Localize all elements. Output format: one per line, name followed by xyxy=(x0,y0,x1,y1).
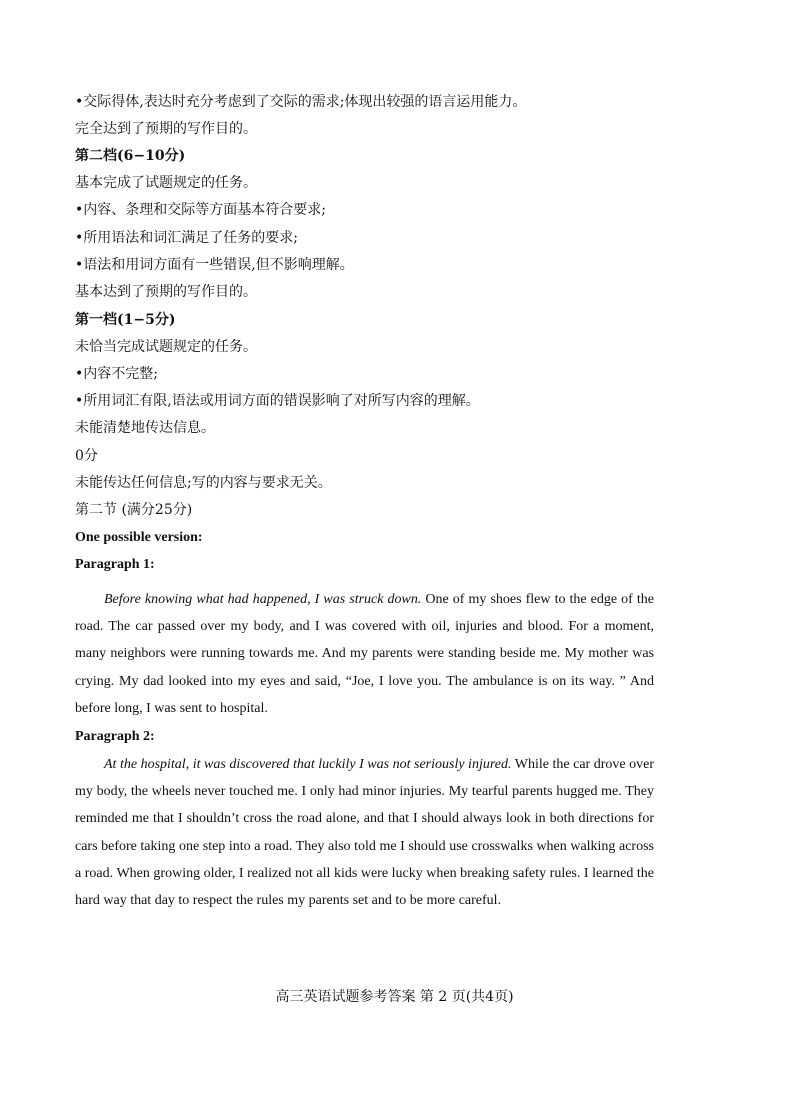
page-footer: 高三英语试题参考答案 第 2 页(共4页) xyxy=(275,989,514,1005)
criterion-line: 完全达到了预期的写作目的。 xyxy=(75,121,257,137)
paragraph-heading: Paragraph 1: xyxy=(75,557,155,572)
paragraph-2 xyxy=(75,751,654,914)
criterion-line: 未能传达任何信息;写的内容与要求无关。 xyxy=(75,475,332,491)
criterion-line: •交际得体,表达时充分考虑到了交际的需求;体现出较强的语言运用能力。 xyxy=(75,94,527,110)
criterion-line: 基本完成了试题规定的任务。 xyxy=(75,175,257,191)
criterion-line: •语法和用词方面有一些错误,但不影响理解。 xyxy=(75,257,354,273)
criterion-line: •所用词汇有限,语法或用词方面的错误影响了对所写内容的理解。 xyxy=(75,393,480,409)
paragraph-2-lead: At the hospital, it was discovered that luckily I was not seriously injured. xyxy=(104,757,512,772)
grade-heading: 第二档(6−10分) xyxy=(75,148,186,164)
paragraph-2-body: While the car drove over my body, the wheels never touched me. I only had minor injuries. My tearful parents hugged me. They reminded me that I shouldn’t cross the road alone, and that I should always look in both directions for cars before taking one step into a road. They also told me I should use crosswalks when walking across a road. When growing older, I realized not all kids were lucky when breaking safety rules. I learned the hard way that day to respect the rules my parents set and to be more careful. xyxy=(75,757,654,909)
criterion-line: •所用语法和词汇满足了任务的要求; xyxy=(75,230,298,246)
criterion-line: 未能清楚地传达信息。 xyxy=(75,420,215,436)
paragraph-heading: Paragraph 2: xyxy=(75,729,155,744)
section-heading: 第二节 (满分25分) xyxy=(75,502,193,518)
paragraph-1 xyxy=(75,586,654,722)
version-heading: One possible version: xyxy=(75,530,203,545)
grade-heading: 0分 xyxy=(75,448,98,464)
paragraph-1-body: One of my shoes flew to the edge of the road. The car passed over my body, and I was covered with oil, injuries and blood. For a moment, many neighbors were running towards me. And my parents were standing beside me. My mother was crying. My dad looked into my eyes and said, “Joe, I love you. The ambulance is on its way. ” And before long, I was sent to hospital. xyxy=(75,592,654,716)
criterion-line: •内容、条理和交际等方面基本符合要求; xyxy=(75,202,326,218)
paragraph-1-lead: Before knowing what had happened, I was struck down. xyxy=(104,592,422,607)
grade-heading: 第一档(1−5分) xyxy=(75,312,176,328)
criterion-line: •内容不完整; xyxy=(75,366,158,382)
criterion-line: 未恰当完成试题规定的任务。 xyxy=(75,339,257,355)
criterion-line: 基本达到了预期的写作目的。 xyxy=(75,284,257,300)
